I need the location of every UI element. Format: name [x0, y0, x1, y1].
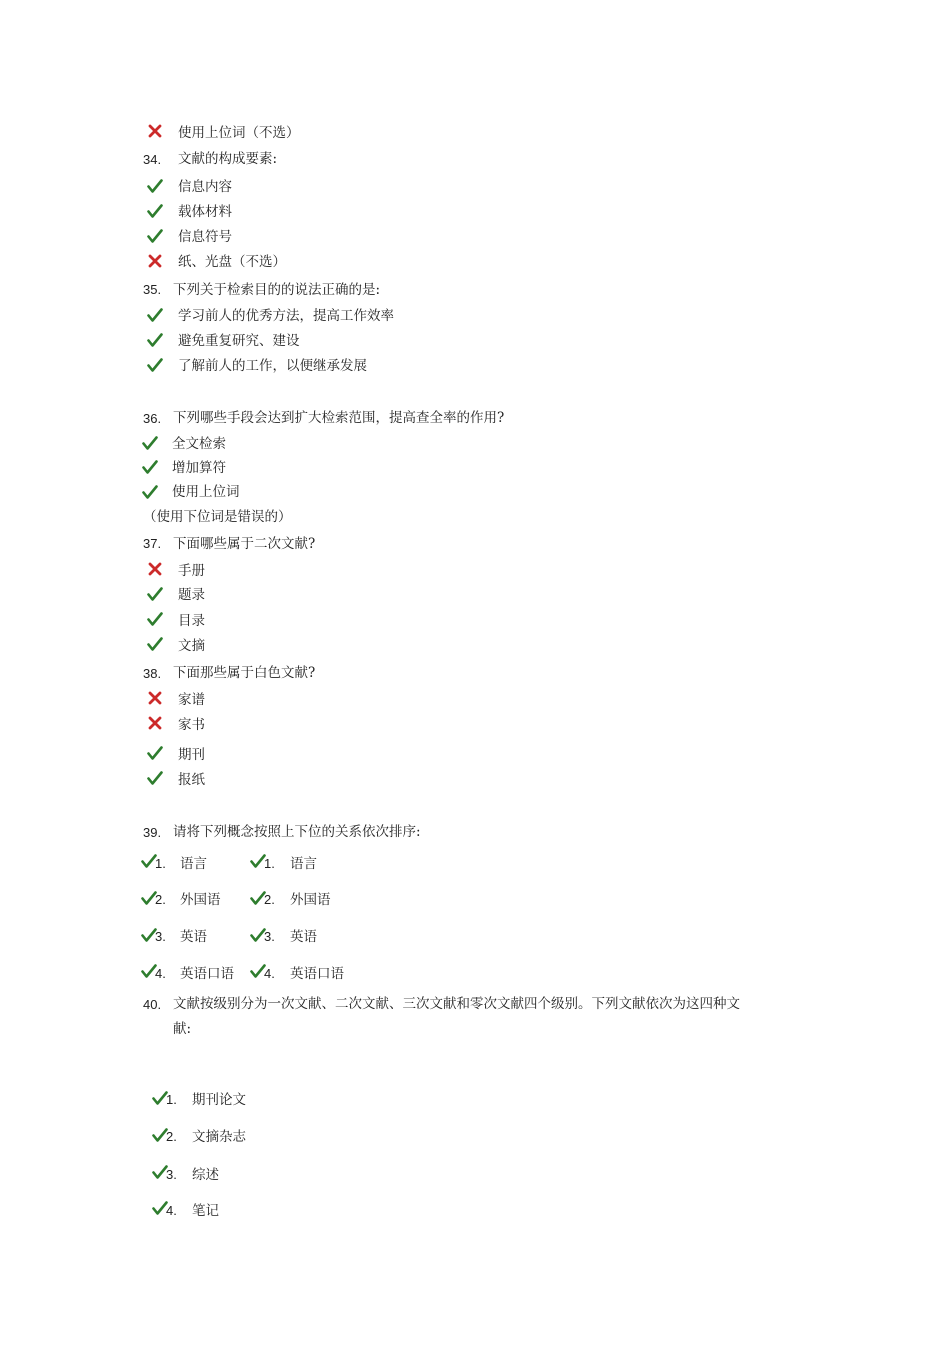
check-icon — [147, 332, 163, 348]
q39-right-ord-4: 4. — [264, 966, 275, 981]
q39-left-item-2: 外国语 — [180, 892, 221, 908]
q39-left-ord-1: 1. — [155, 856, 166, 871]
check-icon — [147, 228, 163, 244]
q38-option-1: 家谱 — [178, 692, 205, 708]
q34-title: 文献的构成要素: — [178, 151, 278, 167]
q35-number: 35. — [143, 282, 162, 297]
q40-item-1: 期刊论文 — [192, 1092, 246, 1108]
q35-option-2: 避免重复研究、建设 — [178, 333, 300, 349]
check-icon — [147, 307, 163, 323]
q40-title-line-2: 献: — [173, 1021, 192, 1037]
q35-title: 下列关于检索目的的说法正确的是: — [173, 282, 381, 298]
q38-option-3: 期刊 — [178, 747, 205, 763]
q40-number: 40. — [143, 997, 162, 1012]
q36-option-3: 使用上位词 — [172, 484, 240, 500]
q34-option-2: 载体材料 — [178, 204, 232, 220]
q38-option-4: 报纸 — [178, 772, 205, 788]
q36-number: 36. — [143, 411, 162, 426]
q37-option-2: 题录 — [178, 587, 205, 603]
q39-left-ord-2: 2. — [155, 892, 166, 907]
q36-option-1: 全文检索 — [172, 436, 226, 452]
check-icon — [147, 770, 163, 786]
q40-item-3: 综述 — [192, 1167, 219, 1183]
check-icon — [142, 435, 158, 451]
q39-left-item-4: 英语口语 — [180, 966, 234, 982]
q37-title: 下面哪些属于二次文献? — [173, 536, 316, 552]
q35-option-1: 学习前人的优秀方法，提高工作效率 — [178, 308, 394, 324]
check-icon — [147, 586, 163, 602]
cross-icon — [147, 123, 163, 139]
cross-icon — [147, 690, 163, 706]
q36-option-2: 增加算符 — [172, 460, 226, 476]
q40-ord-1: 1. — [166, 1092, 177, 1107]
q37-option-3: 目录 — [178, 613, 205, 629]
q38-option-2: 家书 — [178, 717, 205, 733]
q34-number: 34. — [143, 152, 162, 167]
q39-right-ord-3: 3. — [264, 929, 275, 944]
q37-option-1: 手册 — [178, 563, 205, 579]
q39-right-item-3: 英语 — [290, 929, 317, 945]
q38-number: 38. — [143, 666, 162, 681]
q33-option-text: 使用上位词（不选） — [178, 125, 300, 141]
check-icon — [147, 178, 163, 194]
q39-right-item-4: 英语口语 — [290, 966, 344, 982]
check-icon — [147, 203, 163, 219]
q40-ord-2: 2. — [166, 1129, 177, 1144]
q39-left-ord-3: 3. — [155, 929, 166, 944]
q39-number: 39. — [143, 825, 162, 840]
q39-right-ord-1: 1. — [264, 856, 275, 871]
q40-ord-4: 4. — [166, 1203, 177, 1218]
check-icon — [147, 745, 163, 761]
q39-left-ord-4: 4. — [155, 966, 166, 981]
check-icon — [147, 636, 163, 652]
check-icon — [147, 357, 163, 373]
q37-number: 37. — [143, 536, 162, 551]
cross-icon — [147, 561, 163, 577]
q39-left-item-1: 语言 — [180, 856, 207, 872]
q34-option-1: 信息内容 — [178, 179, 232, 195]
q38-title: 下面那些属于白色文献? — [173, 665, 316, 681]
q36-title: 下列哪些手段会达到扩大检索范围，提高查全率的作用? — [173, 410, 505, 426]
q39-left-item-3: 英语 — [180, 929, 207, 945]
q34-option-4: 纸、光盘（不选） — [178, 254, 286, 270]
q39-right-item-1: 语言 — [290, 856, 317, 872]
q34-option-3: 信息符号 — [178, 229, 232, 245]
q35-option-3: 了解前人的工作，以便继承发展 — [178, 358, 367, 374]
check-icon — [142, 484, 158, 500]
q37-option-4: 文摘 — [178, 638, 205, 654]
q36-note: （使用下位词是错误的） — [143, 509, 292, 525]
cross-icon — [147, 253, 163, 269]
check-icon — [142, 459, 158, 475]
q40-ord-3: 3. — [166, 1167, 177, 1182]
q39-right-item-2: 外国语 — [290, 892, 331, 908]
q40-item-4: 笔记 — [192, 1203, 219, 1219]
check-icon — [147, 611, 163, 627]
q40-item-2: 文摘杂志 — [192, 1129, 246, 1145]
cross-icon — [147, 715, 163, 731]
q39-title: 请将下列概念按照上下位的关系依次排序: — [173, 824, 421, 840]
q39-right-ord-2: 2. — [264, 892, 275, 907]
q40-title-line-1: 文献按级别分为一次文献、二次文献、三次文献和零次文献四个级别。下列文献依次为这四种文 — [173, 996, 740, 1012]
